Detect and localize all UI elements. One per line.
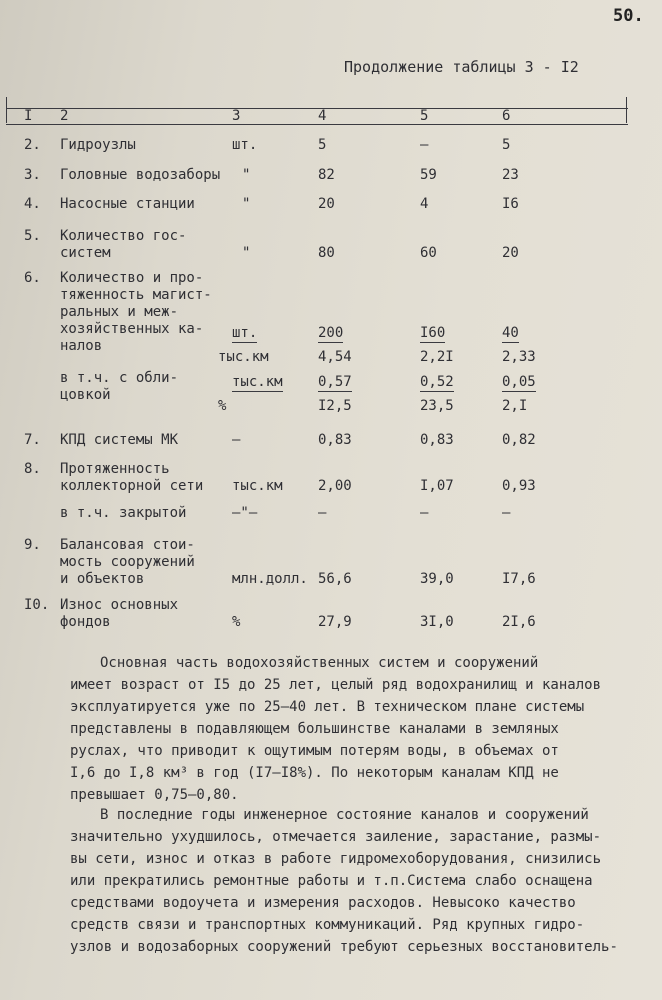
row-label: Количество и про-	[60, 270, 204, 286]
row-value-secondary-col4: I2,5	[318, 398, 352, 414]
row-value-secondary-col6: 2,I	[502, 398, 528, 414]
row-unit: тыс.км	[232, 374, 283, 390]
row-value-col5: –	[420, 137, 429, 153]
row-value-col4: 2,00	[318, 478, 352, 494]
header-col-3: 3	[232, 108, 241, 124]
row-label: ральных и меж-	[60, 304, 179, 320]
row-label: Износ основных	[60, 597, 179, 613]
row-number: 2.	[24, 137, 41, 153]
row-unit-secondary: тыс.км	[218, 349, 269, 365]
row-value-col4: 0,57	[318, 374, 352, 390]
row-label: цовкой	[60, 387, 111, 403]
row-value-secondary-col4: 4,54	[318, 349, 352, 365]
header-col-4: 4	[318, 108, 327, 124]
row-number: I0.	[24, 597, 50, 613]
paragraph-line: значительно ухудшилось, отмечается заиление, зарастание, размы-	[70, 829, 602, 845]
paragraph-line: имеет возраст от I5 до 25 лет, целый ряд водохранилищ и каналов	[70, 677, 602, 693]
row-value-secondary-col6: 2,33	[502, 349, 536, 365]
row-unit: "	[242, 245, 251, 261]
table-header-left-border	[6, 97, 7, 123]
row-unit: тыс.км	[232, 478, 283, 494]
header-col-6: 6	[502, 108, 511, 124]
row-value-col5: 3I,0	[420, 614, 454, 630]
row-label: налов	[60, 338, 103, 354]
paragraph-line: эксплуатируется уже по 25–40 лет. В техническом плане системы	[70, 699, 585, 715]
paragraph-line: руслах, что приводит к ощутимым потерям воды, в объемах от	[70, 743, 559, 759]
row-number: 7.	[24, 432, 41, 448]
row-label: и объектов	[60, 571, 145, 587]
row-label: коллекторной сети	[60, 478, 204, 494]
row-value-col5: 60	[420, 245, 437, 261]
row-value-col5: I60	[420, 325, 446, 341]
row-value-col6: I6	[502, 196, 519, 212]
row-value-col4: 200	[318, 325, 344, 341]
header-col-1: I	[24, 108, 33, 124]
row-number: 6.	[24, 270, 41, 286]
paragraph-line: узлов и водозаборных сооружений требуют серьезных восстановитель-	[70, 939, 618, 955]
row-value-col6: 40	[502, 325, 519, 341]
row-value-col4: 0,83	[318, 432, 352, 448]
row-value-col6: 0,82	[502, 432, 536, 448]
row-label: Протяженность	[60, 461, 170, 477]
row-value-col6: 5	[502, 137, 511, 153]
row-value-col6: 20	[502, 245, 519, 261]
row-value-col6: 23	[502, 167, 519, 183]
row-label: фондов	[60, 614, 111, 630]
row-value-col5: 39,0	[420, 571, 454, 587]
row-value-secondary-col5: 2,2I	[420, 349, 454, 365]
row-value-col5: 0,83	[420, 432, 454, 448]
row-label: Головные водозаборы	[60, 167, 221, 183]
row-value-secondary-col5: 23,5	[420, 398, 454, 414]
row-value-col6: 0,05	[502, 374, 536, 390]
row-label: хозяйственных ка-	[60, 321, 204, 337]
row-number: 5.	[24, 228, 41, 244]
paragraph-line: вы сети, износ и отказ в работе гидромехоборудования, снизились	[70, 851, 602, 867]
row-unit: млн.долл.	[232, 571, 308, 587]
header-col-5: 5	[420, 108, 429, 124]
row-value-col5: –	[420, 505, 429, 521]
page-number: 50.	[613, 6, 644, 26]
table-header-top-rule	[6, 108, 628, 109]
row-value-col4: –	[318, 505, 327, 521]
row-value-col4: 56,6	[318, 571, 352, 587]
row-value-col6: 0,93	[502, 478, 536, 494]
row-value-col4: 82	[318, 167, 335, 183]
row-label: Количество гос-	[60, 228, 187, 244]
paragraph-line: или прекратились ремонтные работы и т.п.Система слабо оснащена	[70, 873, 593, 889]
table-header-right-border	[626, 97, 627, 123]
row-unit: шт.	[232, 137, 258, 153]
row-value-col4: 80	[318, 245, 335, 261]
table-caption: Продолжение таблицы 3 - I2	[344, 58, 579, 76]
row-label: мость сооружений	[60, 554, 195, 570]
row-number: 3.	[24, 167, 41, 183]
row-value-col5: 4	[420, 196, 429, 212]
row-value-col5: I,07	[420, 478, 454, 494]
row-label: Насосные станции	[60, 196, 195, 212]
row-label: Гидроузлы	[60, 137, 136, 153]
row-unit: "	[242, 196, 251, 212]
row-unit: %	[232, 614, 241, 630]
row-unit: –"–	[232, 505, 258, 521]
row-value-col5: 0,52	[420, 374, 454, 390]
row-unit: шт.	[232, 325, 258, 341]
row-value-col4: 5	[318, 137, 327, 153]
table-header-bottom-rule	[6, 124, 628, 125]
row-label: в т.ч. с обли-	[60, 370, 179, 386]
row-unit-secondary: %	[218, 398, 227, 414]
row-unit: "	[242, 167, 251, 183]
row-label: Балансовая стои-	[60, 537, 195, 553]
row-label: в т.ч. закрытой	[60, 505, 187, 521]
row-value-col5: 59	[420, 167, 437, 183]
paragraph-line: В последние годы инженерное состояние каналов и сооружений	[100, 807, 589, 823]
row-value-col6: 2I,6	[502, 614, 536, 630]
paragraph-line: средств связи и транспортных коммуникаций. Ряд крупных гидро-	[70, 917, 585, 933]
row-value-col6: –	[502, 505, 511, 521]
row-unit: –	[232, 432, 241, 448]
paragraph-line: представлены в подавляющем большинстве каналами в земляных	[70, 721, 559, 737]
row-number: 8.	[24, 461, 41, 477]
row-label: систем	[60, 245, 111, 261]
row-number: 9.	[24, 537, 41, 553]
row-number: 4.	[24, 196, 41, 212]
header-col-2: 2	[60, 108, 69, 124]
row-value-col6: I7,6	[502, 571, 536, 587]
row-value-col4: 27,9	[318, 614, 352, 630]
paragraph-line: I,6 до I,8 км³ в год (I7–I8%). По некоторым каналам КПД не	[70, 765, 559, 781]
paragraph-line: превышает 0,75–0,80.	[70, 787, 239, 803]
paragraph-line: средствами водоучета и измерения расходов. Невысоко качество	[70, 895, 576, 911]
row-value-col4: 20	[318, 196, 335, 212]
row-label: тяженность магист-	[60, 287, 212, 303]
row-label: КПД системы МК	[60, 432, 179, 448]
paragraph-line: Основная часть водохозяйственных систем и сооружений	[100, 655, 539, 671]
